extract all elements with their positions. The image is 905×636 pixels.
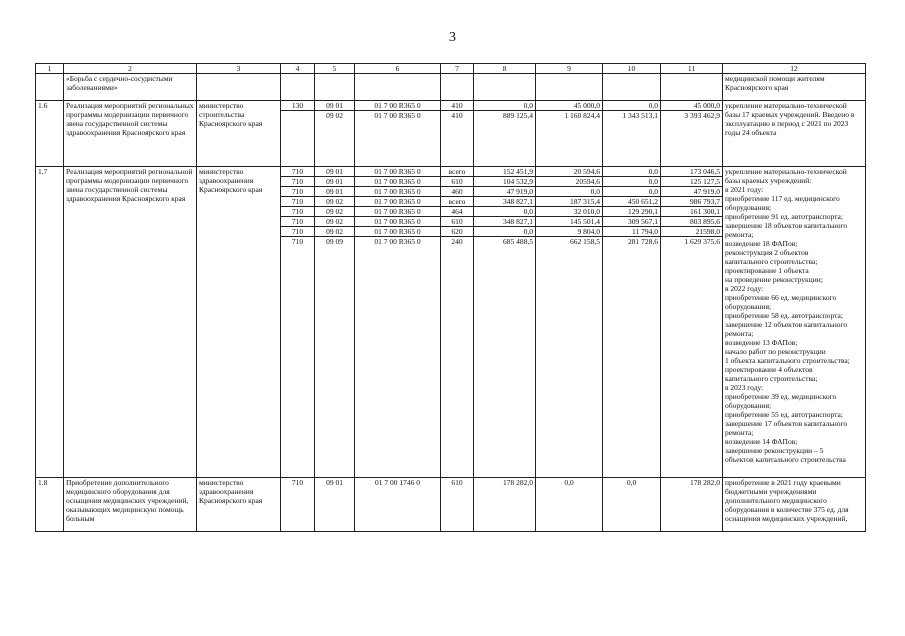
expense-type: 240 xyxy=(441,237,474,478)
result-line: в 2023 году: xyxy=(725,383,764,392)
value-2023: 0,0 xyxy=(603,177,661,187)
value-2021: 47 919,0 xyxy=(474,187,536,197)
result-line: завершение 12 объектов капитального xyxy=(725,320,848,329)
result-line: ремонта; xyxy=(725,230,754,239)
value-total: 986 793,7 xyxy=(661,197,723,207)
value-2021: 0,0 xyxy=(474,227,536,237)
value-total: 1 629 375,6 xyxy=(661,237,723,478)
result-line: приобретение 58 ед. автотранспорта; xyxy=(725,311,843,320)
section-code: 09 02 xyxy=(315,207,355,217)
value-2023: 0,0 xyxy=(603,478,661,532)
value-2022: 145 501,4 xyxy=(536,217,603,227)
table-row-1-8 xyxy=(36,478,866,532)
result-line: приобретение 91 ед. автотранспорта; xyxy=(725,212,843,221)
row-number: 1.8 xyxy=(36,478,64,532)
header-cell: 4 xyxy=(281,64,315,74)
value-total: 47 919,0 xyxy=(661,187,723,197)
value-2022: 0,0 xyxy=(536,478,603,532)
value-2021: 685 488,5 xyxy=(474,237,536,478)
table-row-continuation xyxy=(36,74,866,101)
grbs-code: 710 xyxy=(281,227,315,237)
result-line: капитального строительства; xyxy=(725,374,818,383)
result-line: 1 объекта капитального строительства; xyxy=(725,356,850,365)
target-code: 01 7 00 R365 0 xyxy=(355,197,441,207)
header-cell: 12 xyxy=(723,64,866,74)
value-2022: 45 000,0 xyxy=(536,101,603,111)
section-code: 09 02 xyxy=(315,197,355,207)
header-cell: 6 xyxy=(355,64,441,74)
target-code: 01 7 00 R365 0 xyxy=(355,227,441,237)
expense-type: 460 xyxy=(441,187,474,197)
measure-name: Реализация мероприятий региональных программы модернизации первичного звена государственной системы здравоохранения Красноярского края xyxy=(64,101,197,167)
result-line: ремонта; xyxy=(725,329,754,338)
result-line: возведение 13 ФАПов; xyxy=(725,338,798,347)
row-number: 1.6 xyxy=(36,101,64,167)
header-cell: 5 xyxy=(315,64,355,74)
header-cell: 8 xyxy=(474,64,536,74)
ministry-name: министерство строительства Красноярского края xyxy=(197,101,281,167)
result-line: оборудования; xyxy=(725,203,772,212)
result-line: приобретение 55 ед. автотранспорта; xyxy=(725,410,843,419)
result-line: начало работ по реконструкции xyxy=(725,347,826,356)
expense-type: 410 xyxy=(441,111,474,167)
target-code: 01 7 00 1746 0 xyxy=(355,478,441,532)
result-line: завершение 17 объектов капитального xyxy=(725,419,848,428)
grbs-code: 710 xyxy=(281,207,315,217)
grbs-code: 710 xyxy=(281,217,315,227)
header-cell: 10 xyxy=(603,64,661,74)
grbs-code xyxy=(281,111,315,167)
grbs-code: 710 xyxy=(281,167,315,177)
result-line: ремонта; xyxy=(725,428,754,437)
value-2023: 1 343 513,1 xyxy=(603,111,661,167)
value-2021: 0,0 xyxy=(474,207,536,217)
section-code: 09 09 xyxy=(315,237,355,478)
value-2023: 281 728,6 xyxy=(603,237,661,478)
value-2023: 309 567,1 xyxy=(603,217,661,227)
result-line: в 2022 году: xyxy=(725,284,764,293)
section-code: 09 01 xyxy=(315,167,355,177)
value-total: 125 127,5 xyxy=(661,177,723,187)
value-2023: 0,0 xyxy=(603,101,661,111)
target-code: 01 7 00 R365 0 xyxy=(355,207,441,217)
value-2022: 20594,6 xyxy=(536,177,603,187)
expense-type: 464 xyxy=(441,207,474,217)
value-2022: 662 158,5 xyxy=(536,237,603,478)
value-2021: 0,0 xyxy=(474,101,536,111)
result-line: оборудования; xyxy=(725,401,772,410)
value-2022: 0,0 xyxy=(536,187,603,197)
value-2023: 0,0 xyxy=(603,187,661,197)
result-line: завершение реконструкции – 5 xyxy=(725,446,824,455)
budget-table xyxy=(35,63,866,532)
result-line: укрепление материально-технической xyxy=(725,167,847,176)
value-2022: 187 315,4 xyxy=(536,197,603,207)
value-2021: 152 451,9 xyxy=(474,167,536,177)
grbs-code: 710 xyxy=(281,237,315,478)
row-number: 1.7 xyxy=(36,167,64,478)
target-code: 01 7 00 R365 0 xyxy=(355,187,441,197)
header-cell: 1 xyxy=(36,64,64,74)
result-line: базы краевых учреждений: xyxy=(725,176,812,185)
measure-name: Реализация мероприятий региональной программы модернизации первичного звена государственной системы здравоохранения Красноярского края xyxy=(64,167,197,478)
ministry-name: министерство здравоохранения Красноярского края xyxy=(197,167,281,478)
value-total: 178 282,0 xyxy=(661,478,723,532)
header-cell: 7 xyxy=(441,64,474,74)
value-2023: 450 651,2 xyxy=(603,197,661,207)
value-2021: 178 282,0 xyxy=(474,478,536,532)
result-line: реконструкция 2 объектов xyxy=(725,248,809,257)
value-2023: 129 290,1 xyxy=(603,207,661,217)
expense-type: 620 xyxy=(441,227,474,237)
result-line: приобретение 39 ед. медицинского xyxy=(725,392,837,401)
header-row xyxy=(36,64,866,74)
grbs-code: 710 xyxy=(281,197,315,207)
value-total: 173 046,5 xyxy=(661,167,723,177)
cont-result-cell: медицинской помощи жителям Красноярского края xyxy=(723,74,866,101)
result-line: в 2021 году: xyxy=(725,185,764,194)
target-code: 01 7 00 R365 0 xyxy=(355,167,441,177)
result-line: объектов капитального строительства xyxy=(725,455,846,464)
target-code: 01 7 00 R365 0 xyxy=(355,217,441,227)
table-row-1-6 xyxy=(36,101,866,111)
value-2022: 32 010,0 xyxy=(536,207,603,217)
result-line: завершение 18 объектов капитального xyxy=(725,221,848,230)
cont-name-cell: «Борьба с сердечно-сосудистыми заболеваниями» xyxy=(64,74,197,101)
value-total: 21598,0 xyxy=(661,227,723,237)
result-line: возведение 14 ФАПов; xyxy=(725,437,798,446)
header-cell: 2 xyxy=(64,64,197,74)
section-code: 09 02 xyxy=(315,217,355,227)
section-code: 09 01 xyxy=(315,187,355,197)
grbs-code: 710 xyxy=(281,478,315,532)
value-2021: 889 125,4 xyxy=(474,111,536,167)
value-2021: 104 532,9 xyxy=(474,177,536,187)
table-row-1-7 xyxy=(36,167,866,177)
section-code: 09 01 xyxy=(315,101,355,111)
value-total: 45 000,0 xyxy=(661,101,723,111)
expense-type: 610 xyxy=(441,478,474,532)
target-code: 01 7 00 R365 0 xyxy=(355,237,441,478)
header-cell: 3 xyxy=(197,64,281,74)
header-cell: 11 xyxy=(661,64,723,74)
target-code: 01 7 00 R365 0 xyxy=(355,101,441,111)
result-line: оборудования; xyxy=(725,302,772,311)
result-cell: приобретение в 2021 году краевыми бюджетными учреждениями дополнительного медицинского оборудования в количестве 375 ед. для оснащения медицинских учреждений, xyxy=(723,478,866,532)
grbs-code: 130 xyxy=(281,101,315,111)
grbs-code: 710 xyxy=(281,187,315,197)
grbs-code: 710 xyxy=(281,177,315,187)
ministry-name: министерство здравоохранения Красноярского края xyxy=(197,478,281,532)
value-2022: 1 160 824,4 xyxy=(536,111,603,167)
section-code: 09 01 xyxy=(315,478,355,532)
result-line: проектирование 1 объекта xyxy=(725,266,809,275)
result-line: на проведение реконструкции; xyxy=(725,275,823,284)
value-2021: 348 827,1 xyxy=(474,217,536,227)
value-2023: 11 794,0 xyxy=(603,227,661,237)
expense-type: 610 xyxy=(441,177,474,187)
section-code: 09 01 xyxy=(315,177,355,187)
value-total: 161 300,1 xyxy=(661,207,723,217)
value-total: 3 393 462,9 xyxy=(661,111,723,167)
page-number: 3 xyxy=(449,30,456,45)
result-line: капитального строительства; xyxy=(725,257,818,266)
value-2021: 348 827,1 xyxy=(474,197,536,207)
target-code: 01 7 00 R365 0 xyxy=(355,111,441,167)
section-code: 09 02 xyxy=(315,227,355,237)
header-cell: 9 xyxy=(536,64,603,74)
expense-type: 610 xyxy=(441,217,474,227)
section-code: 09 02 xyxy=(315,111,355,167)
value-2022: 20 594,6 xyxy=(536,167,603,177)
result-cell: укрепление материально-технической базы 17 краевых учреждений. Введено в эксплуатацию в период с 2021 по 2023 годы 24 объекта xyxy=(723,101,866,167)
result-cell xyxy=(723,167,866,478)
value-total: 803 895,6 xyxy=(661,217,723,227)
expense-type: всего xyxy=(441,167,474,177)
result-line: приобретение 66 ед. медицинского xyxy=(725,293,837,302)
value-2023: 0,0 xyxy=(603,167,661,177)
value-2022: 9 804,0 xyxy=(536,227,603,237)
target-code: 01 7 00 R365 0 xyxy=(355,177,441,187)
expense-type: 410 xyxy=(441,101,474,111)
result-line: возведение 18 ФАПов; xyxy=(725,239,798,248)
result-line: приобретение 117 ед. медицинского xyxy=(725,194,840,203)
measure-name: Приобретение дополнительного медицинского оборудования для оснащения медицинских учреждений, оказывающих медицинскую помощь больным xyxy=(64,478,197,532)
expense-type: всего xyxy=(441,197,474,207)
result-line: проектирование 4 объектов xyxy=(725,365,813,374)
